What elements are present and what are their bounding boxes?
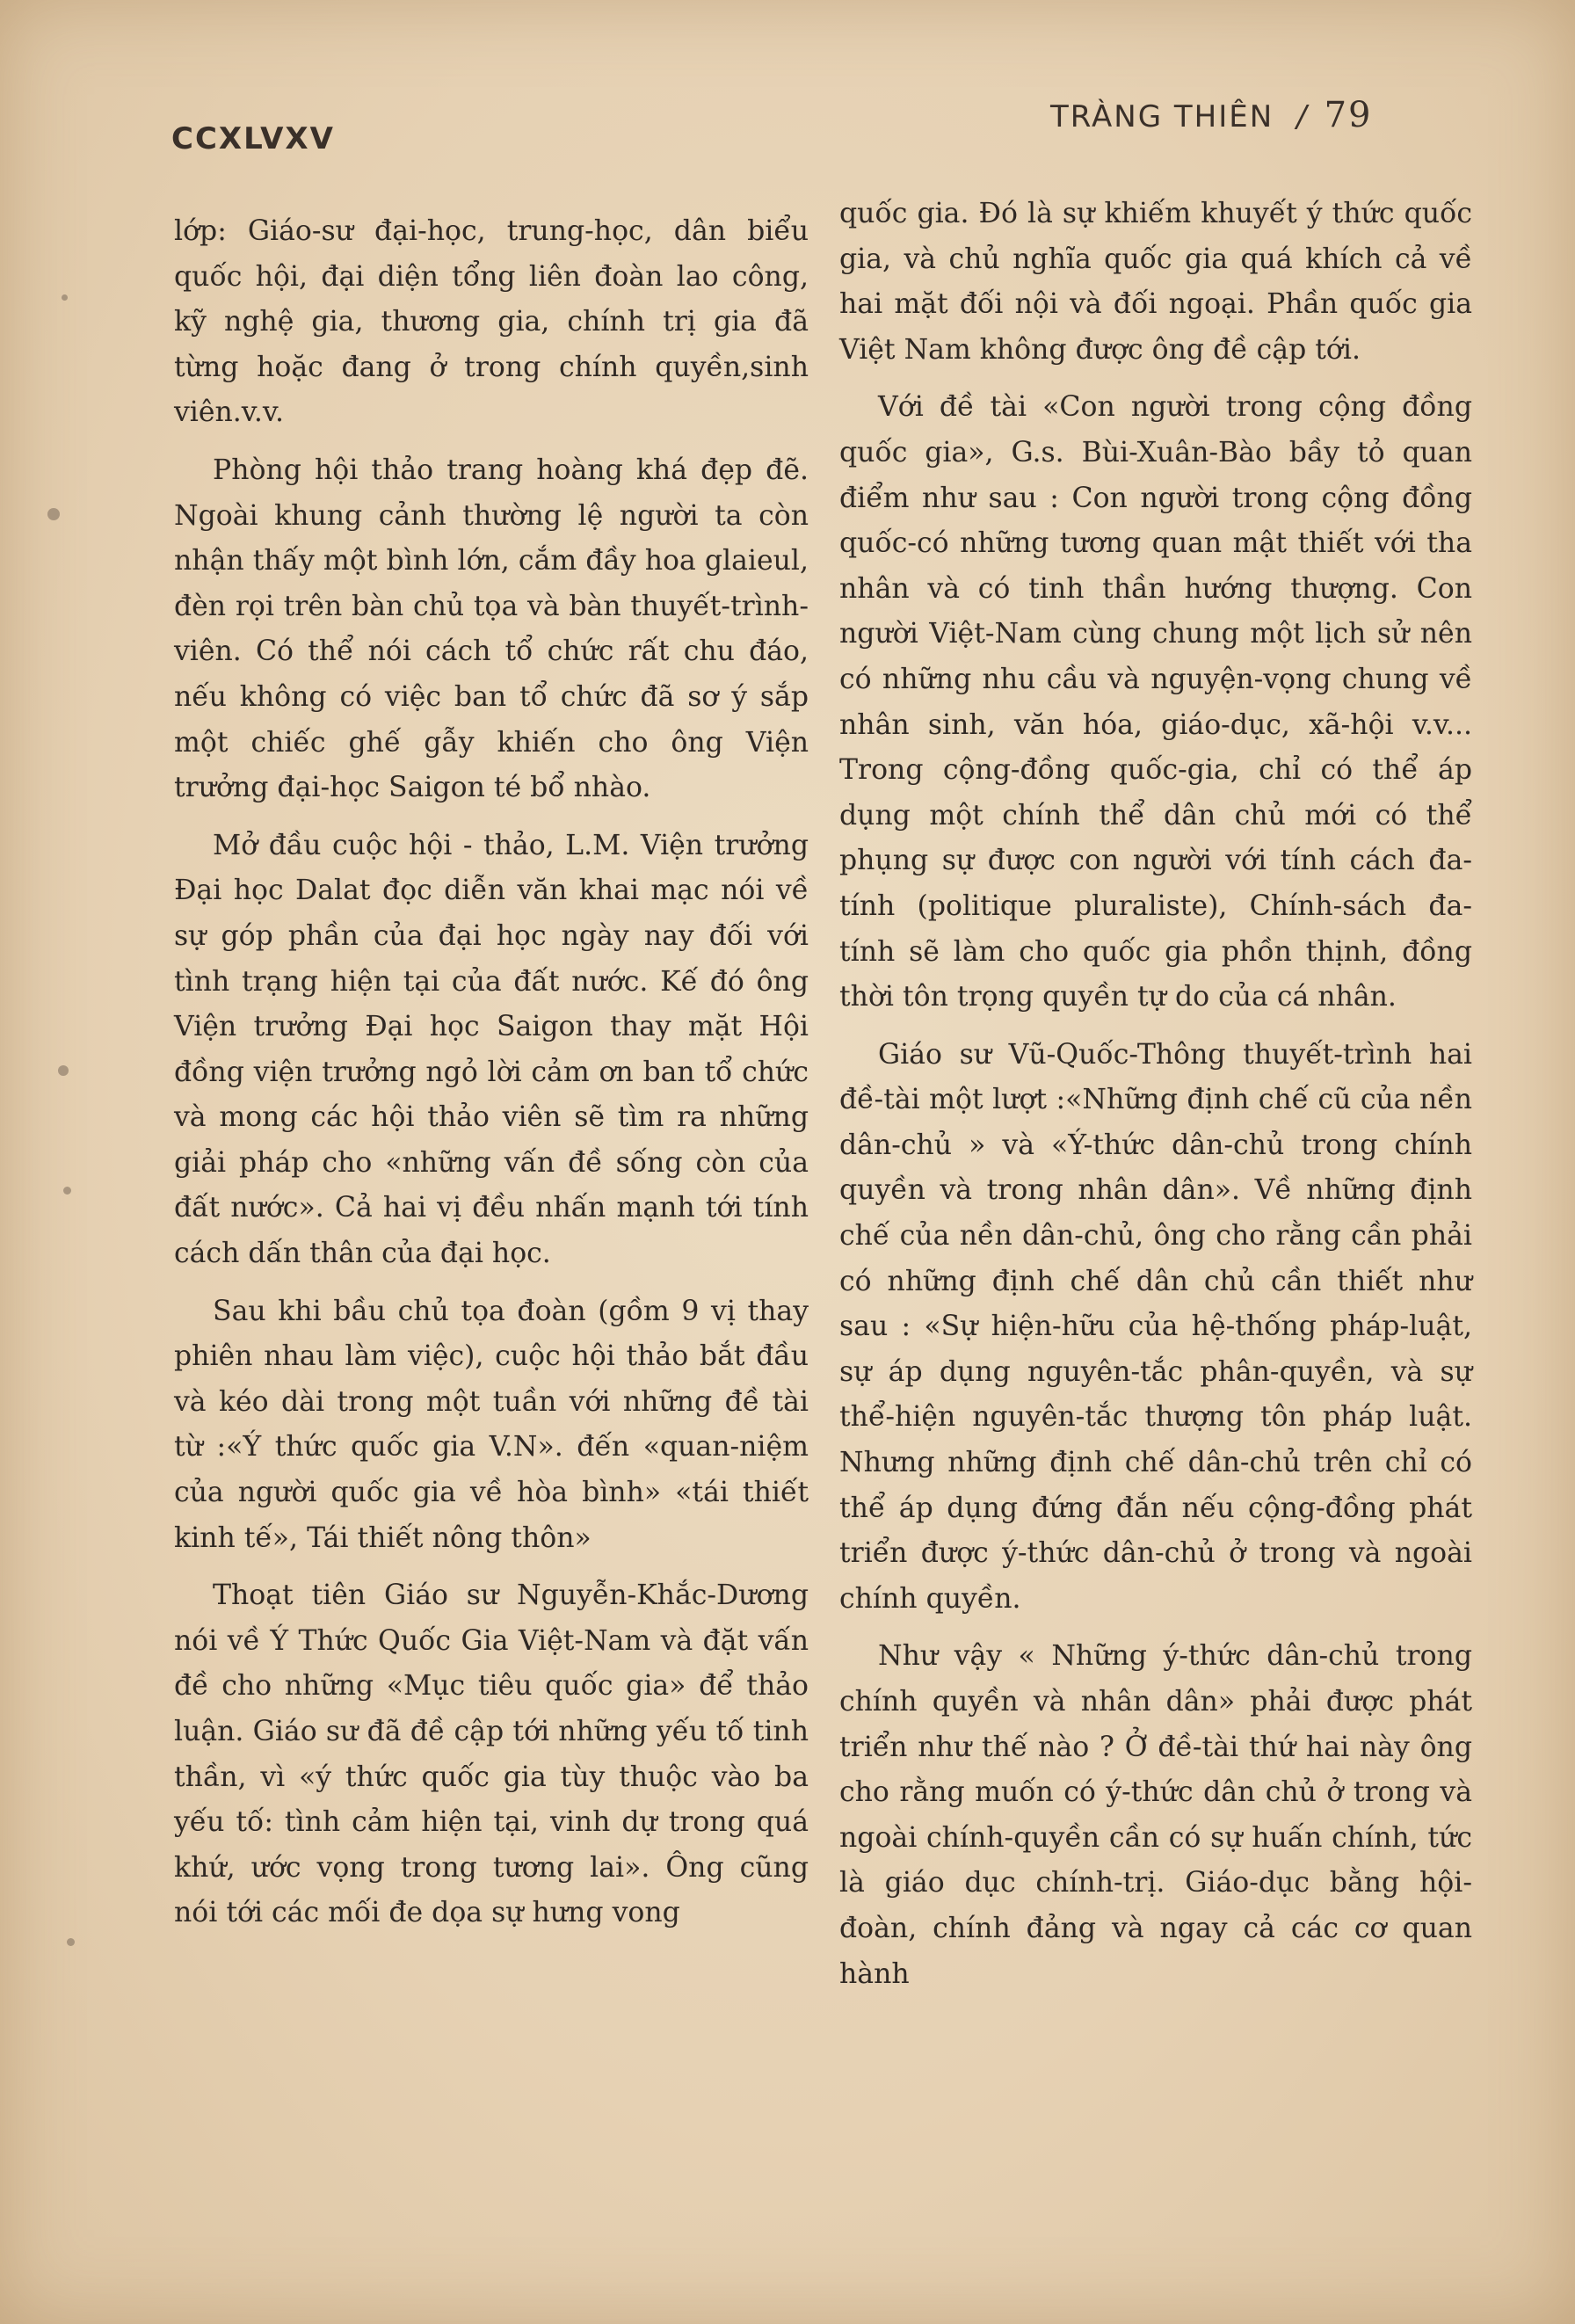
journal-title: TRÀNG THIÊN (1050, 99, 1274, 134)
binding-hole-mark (62, 294, 68, 301)
paragraph: lớp: Giáo-sư đại-học, trung-học, dân biểu quốc hội, đại diện tổng liên đoàn lao công, kỹ nghệ gia, thương gia, chính trị gia đã từng hoặc đang ở trong chính quyền,sinh viên.v.v. (174, 215, 809, 429)
running-header-code: CCXLVXV (171, 121, 335, 156)
page-number: 79 (1324, 95, 1373, 135)
paragraph: Thoạt tiên Giáo sư Nguyễn-Khắc-Dương nói về Ý Thức Quốc Gia Việt-Nam và đặt vấn đề cho những «Mục tiêu quốc gia» để thảo luận. Giáo sư đã đề cập tới những yếu tố tinh thần, vì «ý thức quốc gia tùy thuộc vào ba yếu tố: tình cảm hiện tại, vinh dự trong quá khứ, ước vọng trong tương lai». Ông cũng nói tới các mối đe dọa sự hưng vong (174, 1580, 809, 1929)
paragraph: Với đề tài «Con người trong cộng đồng quốc gia», G.s. Bùi-Xuân-Bào bầy tỏ quan điểm như sau : Con người trong cộng đồng quốc-có những tương quan mật thiết với tha nhân và có tinh thần hướng thượng. Con người Việt-Nam cùng chung một lịch sử nên có những nhu cầu và nguyện-vọng chung về nhân sinh, văn hóa, giáo-dục, xã-hội v.v... Trong cộng-đồng quốc-gia, chỉ có thể áp dụng một chính thể dân chủ mới có thể phụng sự được con người với tính cách đa-tính (politique pluraliste), Chính-sách đa-tính sẽ làm cho quốc gia phồn thịnh, đồng thời tôn trọng quyền tự do của cá nhân. (839, 391, 1472, 1013)
binding-hole-mark (63, 1187, 71, 1195)
running-header (1050, 95, 1373, 135)
binding-hole-mark (58, 1065, 69, 1076)
paragraph: Giáo sư Vũ-Quốc-Thông thuyết-trình hai đề-tài một lượt :«Những định chế cũ của nền dân-chủ » và «Ý-thức dân-chủ trong chính quyền và trong nhân dân». Về những định chế của nền dân-chủ, ông cho rằng cần phải có những định chế dân chủ cần thiết như sau : «Sự hiện-hữu của hệ-thống pháp-luật, sự áp dụng nguyên-tắc phân-quyền, và sự thể-hiện nguyên-tắc thượng tôn pháp luật. Nhưng những định chế dân-chủ trên chỉ có thể áp dụng đứng đắn nếu cộng-đồng phát triển được ý-thức dân-chủ ở trong và ngoài chính quyền. (839, 1038, 1472, 1615)
paragraph: Mở đầu cuộc hội - thảo, L.M. Viện trưởng Đại học Dalat đọc diễn văn khai mạc nói về sự góp phần của đại học ngày nay đối với tình trạng hiện tại của đất nước. Kế đó ông Viện trưởng Đại học Saigon thay mặt Hội đồng viện trưởng ngỏ lời cảm ơn ban tổ chức và mong các hội thảo viên sẽ tìm ra những giải pháp cho «những vấn đề sống còn của đất nước». Cả hai vị đều nhấn mạnh tới tính cách dấn thân của đại học. (174, 829, 809, 1270)
paragraph: Phòng hội thảo trang hoàng khá đẹp đẽ. Ngoài khung cảnh thường lệ người ta còn nhận thấy một bình lớn, cắm đầy hoa glaieul, đèn rọi trên bàn chủ tọa và bàn thuyết-trình-viên. Có thể nói cách tổ chức rất chu đáo, nếu không có việc ban tổ chức đã sơ ý sắp một chiếc ghế gẫy khiến cho ông Viện trưởng đại-học Saigon té bổ nhào. (174, 454, 809, 804)
paragraph: Như vậy « Những ý-thức dân-chủ trong chính quyền và nhân dân» phải được phát triển như thế nào ? Ở đề-tài thứ hai này ông cho rằng muốn có ý-thức dân chủ ở trong và ngoài chính-quyền cần có sự huấn chính, tức là giáo dục chính-trị. Giáo-dục bằng hội-đoàn, chính đảng và ngay cả các cơ quan hành (839, 1640, 1472, 1990)
left-column (174, 209, 809, 1949)
binding-hole-mark (67, 1938, 75, 1946)
paragraph: quốc gia. Đó là sự khiếm khuyết ý thức quốc gia, và chủ nghĩa quốc gia quá khích cả về hai mặt đối nội và đối ngoại. Phần quốc gia Việt Nam không được ông đề cập tới. (839, 198, 1472, 366)
paragraph: Sau khi bầu chủ tọa đoàn (gồm 9 vị thay phiên nhau làm việc), cuộc hội thảo bắt đầu và kéo dài trong một tuần với những đề tài từ :«Ý thức quốc gia V.N». đến «quan-niệm của người quốc gia về hòa bình» «tái thiết kinh tế», Tái thiết nông thôn» (174, 1295, 809, 1554)
right-column (839, 192, 1472, 2009)
binding-hole-mark (47, 508, 60, 520)
header-separator: / (1296, 99, 1309, 134)
